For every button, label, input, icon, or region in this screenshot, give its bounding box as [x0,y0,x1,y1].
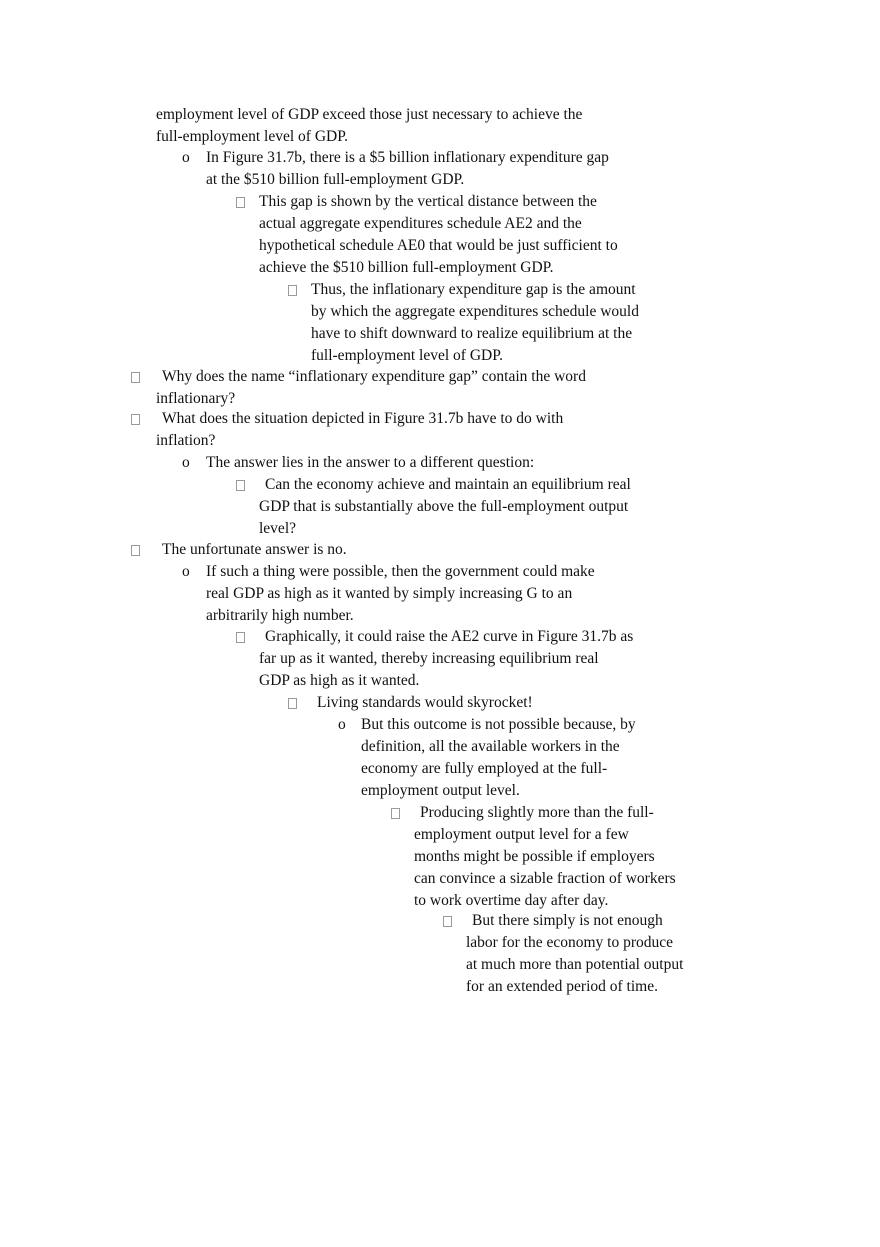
list-item [156,366,586,410]
circle-bullet-icon: o [182,454,190,471]
text-line: What does the situation depicted in Figure 31.7b have to do with [162,410,564,427]
text-line: level? [259,520,297,537]
text-line: But there simply is not enough [472,912,663,929]
text-line: at the $510 billion full-employment GDP. [206,171,465,188]
text-line: inflation? [156,432,216,449]
paragraph-continuation [156,104,582,148]
text-line: GDP that is substantially above the full-employment output [259,498,629,515]
text-line: for an extended period of time. [466,978,658,995]
text-line: If such a thing were possible, then the government could make [206,563,595,580]
square-bullet-icon [236,474,245,498]
text-line: hypothetical schedule AE0 that would be just sufficient to [259,237,618,254]
text-line: labor for the economy to produce [466,934,674,951]
text-line: months might be possible if employers [414,848,655,865]
text-line: employment output level. [361,782,520,799]
text-line: arbitrarily high number. [206,607,354,624]
text-line: by which the aggregate expenditures schedule would [311,303,639,320]
text-line: Producing slightly more than the full- [420,804,654,821]
text-line: real GDP as high as it wanted by simply increasing G to an [206,585,573,602]
text-line: full-employment level of GDP. [156,128,348,145]
list-item [259,191,618,279]
square-bullet-icon [131,366,140,390]
text-line: definition, all the available workers in the [361,738,620,755]
text-line: at much more than potential output [466,956,684,973]
square-bullet-icon [288,279,297,303]
text-line: actual aggregate expenditures schedule AE2 and the [259,215,582,232]
list-item [156,408,563,452]
list-item [259,474,631,540]
square-bullet-icon [131,408,140,432]
text-line: far up as it wanted, thereby increasing equilibrium real [259,650,599,667]
square-bullet-icon [443,910,452,934]
circle-bullet-icon: o [182,149,190,166]
text-line: inflationary? [156,390,236,407]
list-item [311,279,639,367]
text-line: But this outcome is not possible because, by [361,716,636,733]
text-line: This gap is shown by the vertical distance between the [259,193,597,210]
text-line: economy are fully employed at the full- [361,760,608,777]
text-line: Thus, the inflationary expenditure gap is the amount [311,281,636,298]
text-line: have to shift downward to realize equilibrium at the [311,325,633,342]
text-line: The answer lies in the answer to a different question: [206,454,535,471]
list-item [259,626,633,692]
text-line: employment output level for a few [414,826,629,843]
square-bullet-icon [131,539,140,563]
list-item [206,561,595,627]
square-bullet-icon [236,626,245,650]
list-item [361,714,636,802]
text-line: Can the economy achieve and maintain an equilibrium real [265,476,631,493]
list-item [414,802,676,912]
text-line: employment level of GDP exceed those just necessary to achieve the [156,106,583,123]
text-line: can convince a sizable fraction of workers [414,870,676,887]
text-line: In Figure 31.7b, there is a $5 billion inflationary expenditure gap [206,149,609,166]
list-item [162,539,347,561]
text-line: Why does the name “inflationary expenditure gap” contain the word [162,368,586,385]
text-line: The unfortunate answer is no. [162,541,347,558]
text-line: achieve the $510 billion full-employment GDP. [259,259,554,276]
square-bullet-icon [236,191,245,215]
text-line: to work overtime day after day. [414,892,609,909]
list-item [206,147,609,191]
square-bullet-icon [391,802,400,826]
text-line: full-employment level of GDP. [311,347,503,364]
text-line: Graphically, it could raise the AE2 curve in Figure 31.7b as [265,628,634,645]
list-item [317,692,533,714]
square-bullet-icon [288,692,297,716]
text-line: GDP as high as it wanted. [259,672,420,689]
circle-bullet-icon: o [182,563,190,580]
circle-bullet-icon: o [338,716,346,733]
list-item [466,910,683,998]
list-item [206,452,534,474]
text-line: Living standards would skyrocket! [317,694,533,711]
